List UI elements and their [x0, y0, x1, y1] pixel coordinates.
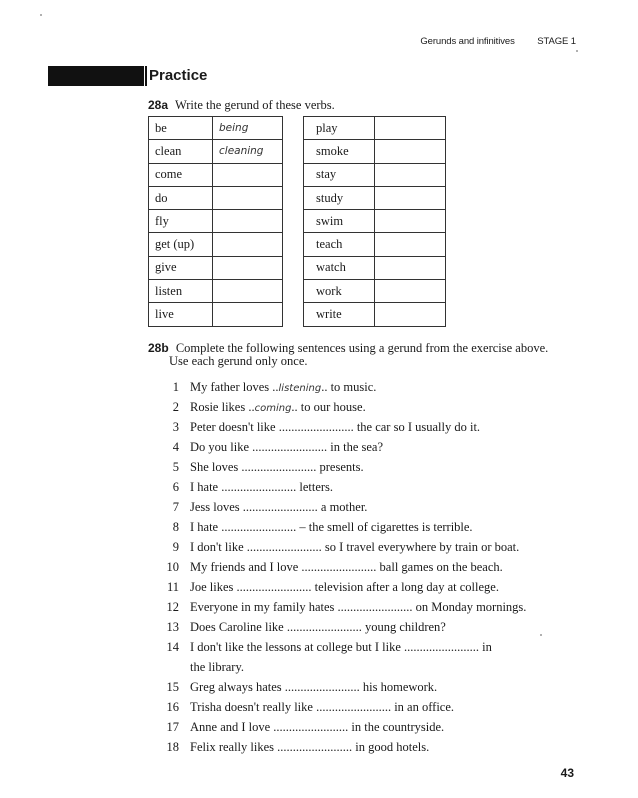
- table-row: [149, 210, 283, 233]
- left-verb-cell: fly: [149, 210, 213, 233]
- practice-title: Practice: [145, 66, 207, 86]
- sentence-item: [162, 517, 582, 537]
- exercise-28b-heading: [148, 341, 548, 355]
- table-row: [149, 303, 283, 326]
- table-row: [304, 303, 446, 326]
- sentence-text-end: .. to our house.: [291, 400, 366, 414]
- header-section: Gerunds and infinitives: [420, 36, 515, 47]
- sentence-number: 13: [166, 620, 179, 634]
- gerund-table-right: [303, 116, 446, 327]
- table-row: [304, 140, 446, 163]
- exercise-28a-number: 28a: [148, 98, 169, 112]
- left-gerund-answer-cell[interactable]: [213, 280, 283, 303]
- sentence-number: 11: [166, 580, 179, 594]
- sentence-item: [162, 397, 582, 417]
- sentence-number: 9: [172, 540, 179, 554]
- exercise-28b-instruction-line2: Use each gerund only once.: [169, 354, 308, 368]
- left-verb-cell: do: [149, 186, 213, 209]
- sentence-item: [162, 737, 582, 757]
- sentence-text: Peter doesn't like ........................ the car so I usually do it.: [190, 420, 481, 434]
- sentence-item: [162, 717, 582, 737]
- right-verb-cell: work: [304, 280, 375, 303]
- right-verb-cell: watch: [304, 256, 375, 279]
- sentence-text: Jess loves ........................ a mother.: [190, 500, 368, 514]
- left-gerund-answer-cell[interactable]: [213, 163, 283, 186]
- left-verb-cell: be: [149, 117, 213, 140]
- sentence-number: 3: [172, 420, 179, 434]
- right-verb-cell: stay: [304, 163, 375, 186]
- sentence-number: 17: [166, 720, 179, 734]
- table-row: [149, 117, 283, 140]
- scan-speck: [576, 50, 578, 52]
- right-verb-cell: study: [304, 186, 375, 209]
- sentence-item: [162, 377, 582, 397]
- sentence-item: [162, 557, 582, 577]
- header-stage: STAGE 1: [537, 36, 576, 47]
- sentence-text: I hate ........................ letters.: [190, 480, 334, 494]
- sentence-answer[interactable]: listening: [278, 383, 322, 394]
- sentence-text: Trisha doesn't really like ........................ in an office.: [190, 700, 455, 714]
- sentence-number: 5: [172, 460, 179, 474]
- sentence-number: 15: [166, 680, 179, 694]
- right-verb-cell: teach: [304, 233, 375, 256]
- gerund-table-left: [148, 116, 283, 327]
- table-row: [304, 256, 446, 279]
- left-verb-cell: listen: [149, 280, 213, 303]
- page-number: 43: [560, 766, 574, 780]
- sentence-item: [162, 417, 582, 437]
- sentence-text: My father loves ..: [190, 380, 279, 394]
- sentence-number: 4: [172, 440, 179, 454]
- right-gerund-answer-cell[interactable]: [375, 210, 446, 233]
- sentence-text: I hate ........................ – the smell of cigarettes is terrible.: [190, 520, 473, 534]
- table-row: [304, 233, 446, 256]
- table-row: [149, 140, 283, 163]
- sentence-number: 6: [172, 480, 179, 494]
- right-verb-cell: swim: [304, 210, 375, 233]
- right-gerund-answer-cell[interactable]: [375, 303, 446, 326]
- sentence-text-end: .. to music.: [321, 380, 377, 394]
- sentence-item: [162, 457, 582, 477]
- right-gerund-answer-cell[interactable]: [375, 163, 446, 186]
- sentence-number: 2: [172, 400, 179, 414]
- running-header: [420, 36, 576, 47]
- sentence-item: [162, 577, 582, 597]
- sentence-number: 1: [172, 380, 179, 394]
- right-gerund-answer-cell[interactable]: [375, 233, 446, 256]
- right-gerund-answer-cell[interactable]: [375, 280, 446, 303]
- table-row: [149, 163, 283, 186]
- sentence-item: [162, 497, 582, 517]
- left-verb-cell: give: [149, 256, 213, 279]
- right-gerund-answer-cell[interactable]: [375, 186, 446, 209]
- exercise-28b-instruction-line1: Complete the following sentences using a gerund from the exercise above.: [175, 341, 549, 355]
- table-row: [304, 280, 446, 303]
- sentence-item: [162, 677, 582, 697]
- table-row: [304, 210, 446, 233]
- left-gerund-answer-cell[interactable]: being: [213, 117, 283, 140]
- sentence-item: [162, 477, 582, 497]
- sentence-number: 14: [166, 640, 179, 654]
- left-verb-cell: get (up): [149, 233, 213, 256]
- sentence-text: Do you like ........................ in the sea?: [190, 440, 384, 454]
- sentence-item: [162, 697, 582, 717]
- sentence-text: Anne and I love ........................ in the countryside.: [190, 720, 445, 734]
- right-gerund-answer-cell[interactable]: [375, 256, 446, 279]
- right-gerund-answer-cell[interactable]: [375, 117, 446, 140]
- right-verb-cell: write: [304, 303, 375, 326]
- sentence-item: [162, 617, 582, 637]
- left-gerund-answer-cell[interactable]: [213, 303, 283, 326]
- sentence-number: 8: [172, 520, 179, 534]
- sentence-text: Does Caroline like ........................ young children?: [190, 620, 446, 634]
- practice-banner-bar: [48, 66, 144, 86]
- sentence-item: [162, 437, 582, 457]
- left-verb-cell: live: [149, 303, 213, 326]
- sentence-number: 16: [166, 700, 179, 714]
- scan-speck: [540, 634, 542, 636]
- sentence-text: Rosie likes ..: [190, 400, 255, 414]
- table-row: [304, 163, 446, 186]
- table-row: [304, 186, 446, 209]
- left-gerund-answer-cell[interactable]: [213, 256, 283, 279]
- sentence-number: 18: [166, 740, 179, 754]
- table-row: [149, 186, 283, 209]
- sentence-text: My friends and I love ........................ ball games on the beach.: [190, 560, 503, 574]
- table-row: [149, 233, 283, 256]
- right-verb-cell: smoke: [304, 140, 375, 163]
- sentence-list: [162, 377, 582, 757]
- sentence-answer[interactable]: coming: [254, 403, 292, 414]
- left-gerund-answer-cell[interactable]: cleaning: [213, 140, 283, 163]
- left-verb-cell: clean: [149, 140, 213, 163]
- sentence-continuation: the library.: [190, 660, 245, 674]
- left-verb-cell: come: [149, 163, 213, 186]
- right-verb-cell: play: [304, 117, 375, 140]
- sentence-number: 10: [166, 560, 179, 574]
- sentence-item: [162, 637, 582, 677]
- right-gerund-answer-cell[interactable]: [375, 140, 446, 163]
- left-gerund-answer-cell[interactable]: [213, 186, 283, 209]
- exercise-28a-heading: [148, 98, 335, 112]
- sentence-text: I don't like the lessons at college but I like ........................ in: [190, 640, 492, 654]
- left-gerund-answer-cell[interactable]: [213, 233, 283, 256]
- sentence-text: Joe likes ........................ television after a long day at college.: [190, 580, 499, 594]
- sentence-item: [162, 537, 582, 557]
- sentence-text: Everyone in my family hates ........................ on Monday mornings.: [190, 600, 527, 614]
- left-gerund-answer-cell[interactable]: [213, 210, 283, 233]
- sentence-text: I don't like ........................ so I travel everywhere by train or boat.: [190, 540, 520, 554]
- sentence-number: 12: [166, 600, 179, 614]
- sentence-number: 7: [172, 500, 179, 514]
- table-row: [149, 280, 283, 303]
- table-row: [304, 117, 446, 140]
- sentence-text: Greg always hates ........................ his homework.: [190, 680, 438, 694]
- exercise-28a-instruction: Write the gerund of these verbs.: [174, 98, 335, 112]
- sentence-text: Felix really likes ........................ in good hotels.: [190, 740, 430, 754]
- sentence-item: [162, 597, 582, 617]
- table-row: [149, 256, 283, 279]
- scan-speck: [40, 14, 42, 16]
- exercise-28b-number: 28b: [148, 341, 169, 355]
- sentence-text: She loves ........................ presents.: [190, 460, 364, 474]
